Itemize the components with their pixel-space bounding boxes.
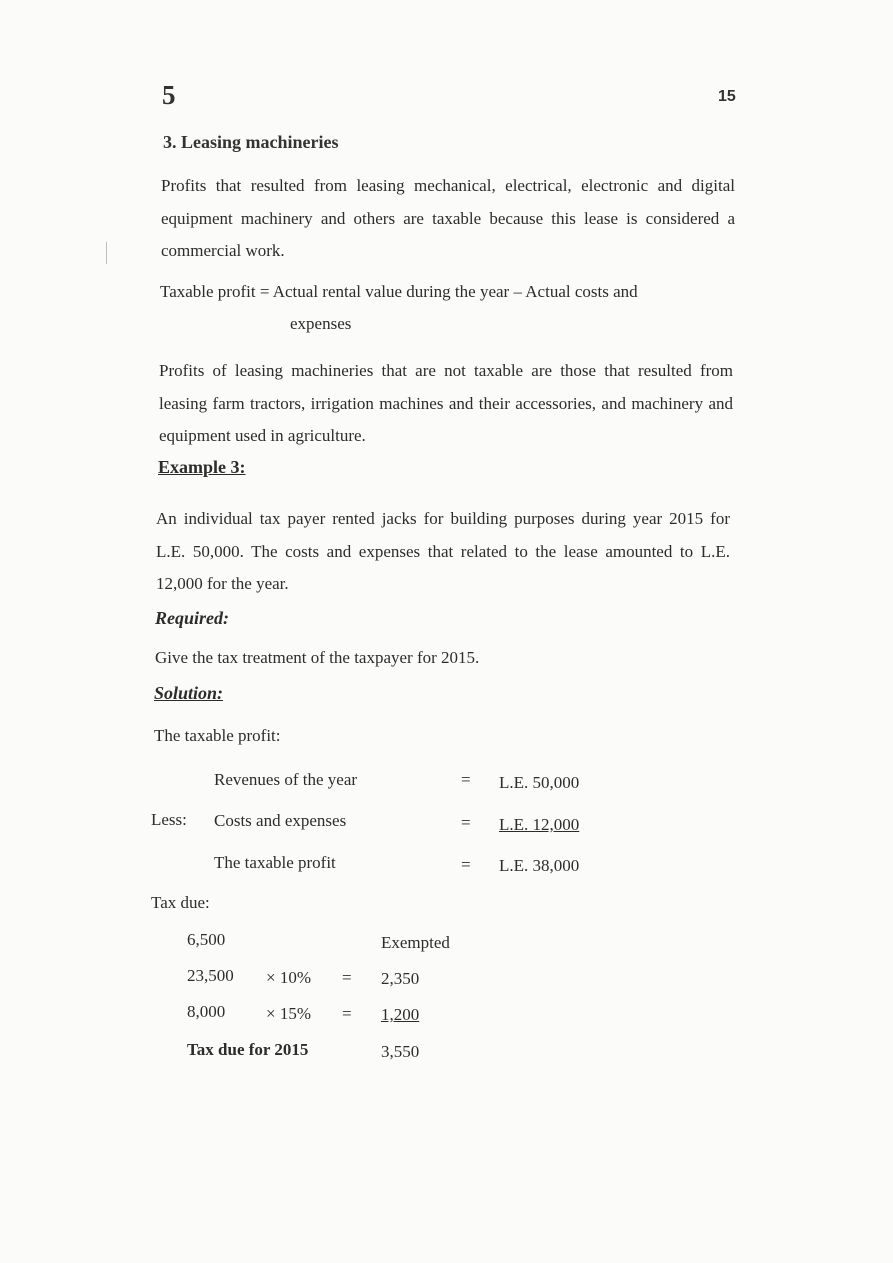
tax-row-op: = (342, 968, 352, 987)
example-title: Example 3: (158, 457, 246, 477)
tax-row-result: Exempted (381, 933, 450, 952)
formula-line-1: Taxable profit = Actual rental value during the year – Actual costs and (160, 282, 638, 301)
taxable-profit-intro: The taxable profit: (154, 726, 281, 745)
profit-row-amount: L.E. 12,000 (499, 815, 580, 834)
profit-row-amount: L.E. 38,000 (499, 856, 580, 875)
chapter-number: 5 (162, 80, 176, 110)
tax-row-base: 6,500 (187, 930, 226, 949)
tax-total-value: 3,550 (381, 1042, 420, 1061)
profit-row-prefix: Less: (151, 810, 187, 829)
tax-row-rate: × 15% (266, 1004, 311, 1023)
profit-row-amount: L.E. 50,000 (499, 773, 580, 792)
tax-row-result: 1,200 (381, 1005, 420, 1024)
profit-row-label: The taxable profit (214, 853, 336, 872)
tax-total-label: Tax due for 2015 (187, 1040, 309, 1059)
tax-row-result: 2,350 (381, 969, 420, 988)
tax-due-title: Tax due: (151, 893, 210, 912)
paragraph-taxable-leasing: Profits that resulted from leasing mechanical, electrical, electronic and digital equipment machinery and others are taxable because this lease is considered a commercial work. (161, 176, 735, 260)
profit-row-op: = (461, 813, 471, 832)
profit-row-op: = (461, 855, 471, 874)
tax-row-base: 8,000 (187, 1002, 226, 1021)
tax-row-op: = (342, 1004, 352, 1023)
section-heading: 3. Leasing machineries (163, 132, 339, 152)
required-text: Give the tax treatment of the taxpayer for 2015. (155, 648, 480, 667)
solution-label: Solution: (154, 683, 224, 703)
required-label: Required: (155, 608, 229, 628)
paragraph-non-taxable-leasing: Profits of leasing machineries that are not taxable are those that resulted from leasing farm tractors, irrigation machines and their accessories, and machinery and equipment used in agriculture. (159, 361, 733, 445)
example-text: An individual tax payer rented jacks for building purposes during year 2015 for L.E. 50,000. The costs and expenses that related to the lease amounted to L.E. 12,000 for the year. (156, 509, 730, 593)
tax-row-base: 23,500 (187, 966, 234, 985)
profit-row-label: Revenues of the year (214, 770, 358, 789)
formula-line-2: expenses (290, 314, 352, 333)
tax-row-rate: × 10% (266, 968, 311, 987)
margin-mark (106, 242, 107, 264)
profit-row-op: = (461, 770, 471, 789)
profit-row-label: Costs and expenses (214, 811, 347, 830)
page-number: 15 (718, 88, 736, 105)
